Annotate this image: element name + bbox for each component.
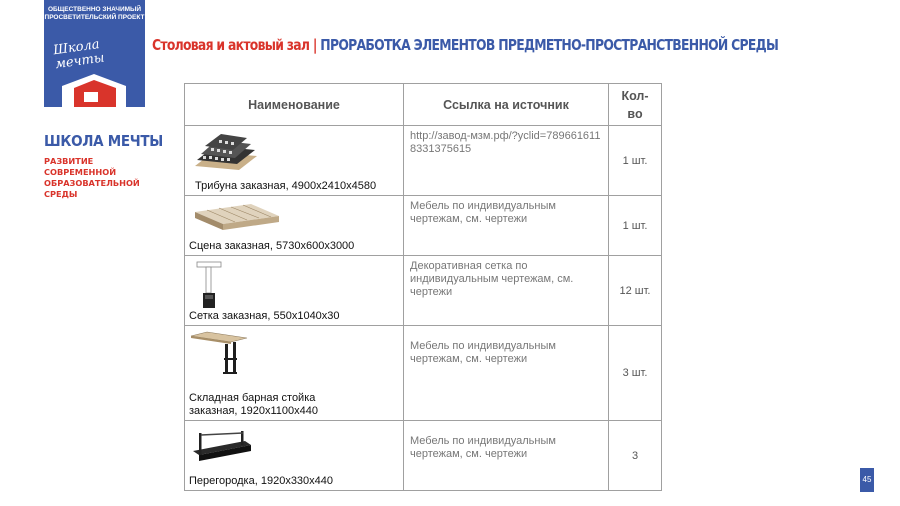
- table-row: [185, 326, 662, 421]
- page-title: [152, 36, 778, 54]
- school-title: ШКОЛА МЕЧТЫ: [44, 132, 163, 150]
- brand-badge: [44, 0, 145, 107]
- school-subtitle: РАЗВИТИЕ СОВРЕМЕННОЙ ОБРАЗОВАТЕЛЬНОЙ СРЕДЫ: [44, 156, 140, 199]
- item-qty: 3: [609, 421, 662, 491]
- title-section: Столовая и актовый зал: [152, 36, 310, 54]
- item-name: Сцена заказная, 5730х600х3000: [189, 240, 355, 252]
- source-text: Мебель по индивидуальным чертежам, см. чертежи: [404, 421, 609, 491]
- col-name-header: Наименование: [185, 84, 404, 126]
- item-name: Сетка заказная, 550х1040х30: [189, 310, 340, 322]
- col-source-header: Ссылка на источник: [404, 84, 609, 126]
- item-name: Складная барная стойка заказная, 1920х1100х440: [189, 392, 318, 417]
- item-qty: 3 шт.: [609, 326, 662, 421]
- source-link[interactable]: http://завод-мзм.рф/?yclid=7896616118331375615: [404, 126, 609, 196]
- title-topic: ПРОРАБОТКА ЭЛЕМЕНТОВ ПРЕДМЕТНО-ПРОСТРАНСТВЕННОЙ СРЕДЫ: [320, 36, 779, 54]
- item-qty: 12 шт.: [609, 256, 662, 326]
- item-cell: [185, 256, 404, 326]
- page-number: 45: [860, 468, 874, 492]
- source-text: Мебель по индивидуальным чертежам, см. чертежи: [404, 196, 609, 256]
- partition-icon: [191, 431, 255, 465]
- logo-text: Школа мечты: [52, 37, 106, 73]
- title-separator: |: [309, 36, 321, 54]
- table-header-row: [185, 84, 662, 126]
- col-qty-header: Кол-во: [609, 84, 662, 126]
- tribune-icon: [193, 132, 259, 170]
- item-qty: 1 шт.: [609, 196, 662, 256]
- school-house-icon: [44, 72, 145, 107]
- source-text: Мебель по индивидуальным чертежам, см. чертежи: [404, 326, 609, 421]
- source-text: Декоративная сетка по индивидуальным чертежам, см. чертежи: [404, 256, 609, 326]
- mesh-icon: [195, 260, 225, 310]
- table-row: [185, 256, 662, 326]
- table-row: [185, 126, 662, 196]
- item-name: Трибуна заказная, 4900х2410х4580: [195, 180, 377, 192]
- table-row: [185, 421, 662, 491]
- elements-table: [184, 83, 662, 491]
- item-cell: [185, 126, 404, 196]
- project-caption: ОБЩЕСТВЕННО ЗНАЧИМЫЙ ПРОСВЕТИТЕЛЬСКИЙ ПРОЕКТ: [44, 6, 145, 21]
- bar-counter-icon: [189, 330, 251, 376]
- table-row: [185, 196, 662, 256]
- item-cell: [185, 196, 404, 256]
- item-cell: [185, 326, 404, 421]
- stage-icon: [193, 202, 281, 232]
- item-name: Перегородка, 1920х330х440: [189, 475, 334, 487]
- item-qty: 1 шт.: [609, 126, 662, 196]
- item-cell: [185, 421, 404, 491]
